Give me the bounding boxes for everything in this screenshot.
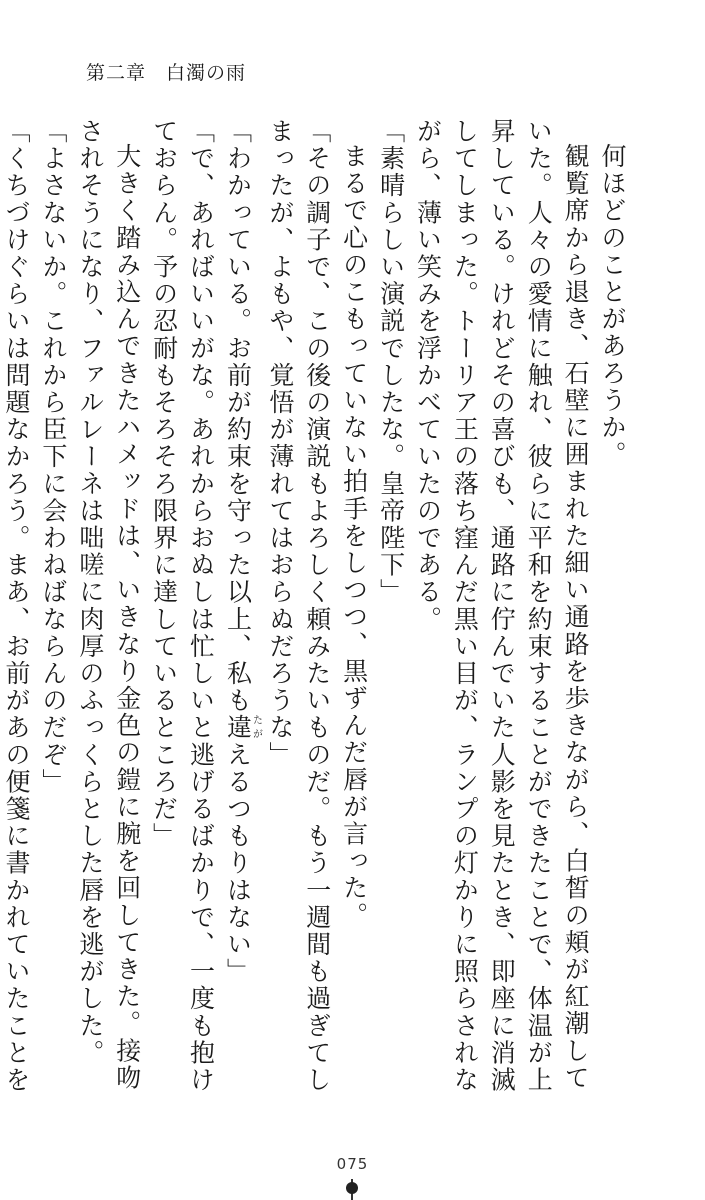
paragraph: 大きく踏み込んできたハメッドは、いきなり金色の鎧に腕を回してきた。接吻されそうになり、ファルレーネは咄嗟に肉厚のふっくらとした唇を逃がした。: [75, 118, 142, 1092]
ruby-base: 違: [223, 714, 253, 742]
dialogue-line-with-ruby: [219, 118, 261, 1118]
ruby-reading: たが: [250, 714, 262, 742]
dialogue-line: 「よさないか。これから臣下に会わねばならんのだぞ」: [38, 118, 68, 796]
paragraph: 何ほどのことがあろうか。: [598, 143, 627, 469]
dialogue-line: 「くちづけぐらいは問題なかろう。まあ、お前があの便箋に書かれていたことを: [2, 118, 31, 1094]
dialogue-line: 「その調子で、この後の演説もよろしく頼みたいものだ。もう一週間も過ぎてしまったが、よもや、覚悟が薄れてはおらぬだろうな」: [265, 118, 332, 1094]
body-text: [2, 118, 630, 1118]
paragraph: まるで心のこもっていない拍手をしつつ、黒ずんだ唇が言った。: [339, 143, 369, 929]
ruby-annotation: [223, 714, 262, 742]
paragraph: 観覧席から退き、石壁に囲まれた細い通路を歩きながら、白皙の頬が紅潮していた。人々の愛情に触れ、彼らに平和を約束することができたことで、体温が上昇している。けれどその喜びも、通路に佇んでいた人影を見たとき、即座に消滅してしまった。トーリア王の落ち窪んだ黒い目が、ランプの灯かりに照らされながら、薄い笑みを浮かべていたのである。: [413, 118, 591, 1094]
page-number: 075: [336, 1155, 369, 1173]
page-marker-dot: [346, 1182, 358, 1194]
chapter-header: 第二章 白濁の雨: [86, 62, 247, 84]
dialogue-segment: えるつもりはない」: [223, 741, 253, 986]
dialogue-line: 「で、あればいいがな。あれからおぬしは忙しいと逃げるばかりで、一度も抱けておらん。予の忍耐もそろそろ限界に達しているところだ」: [149, 118, 216, 1094]
dialogue-line: 「素晴らしい演説でしたな。皇帝陛下」: [376, 118, 406, 606]
dialogue-segment: 「わかっている。お前が約束を守った以上、私も: [223, 118, 253, 715]
